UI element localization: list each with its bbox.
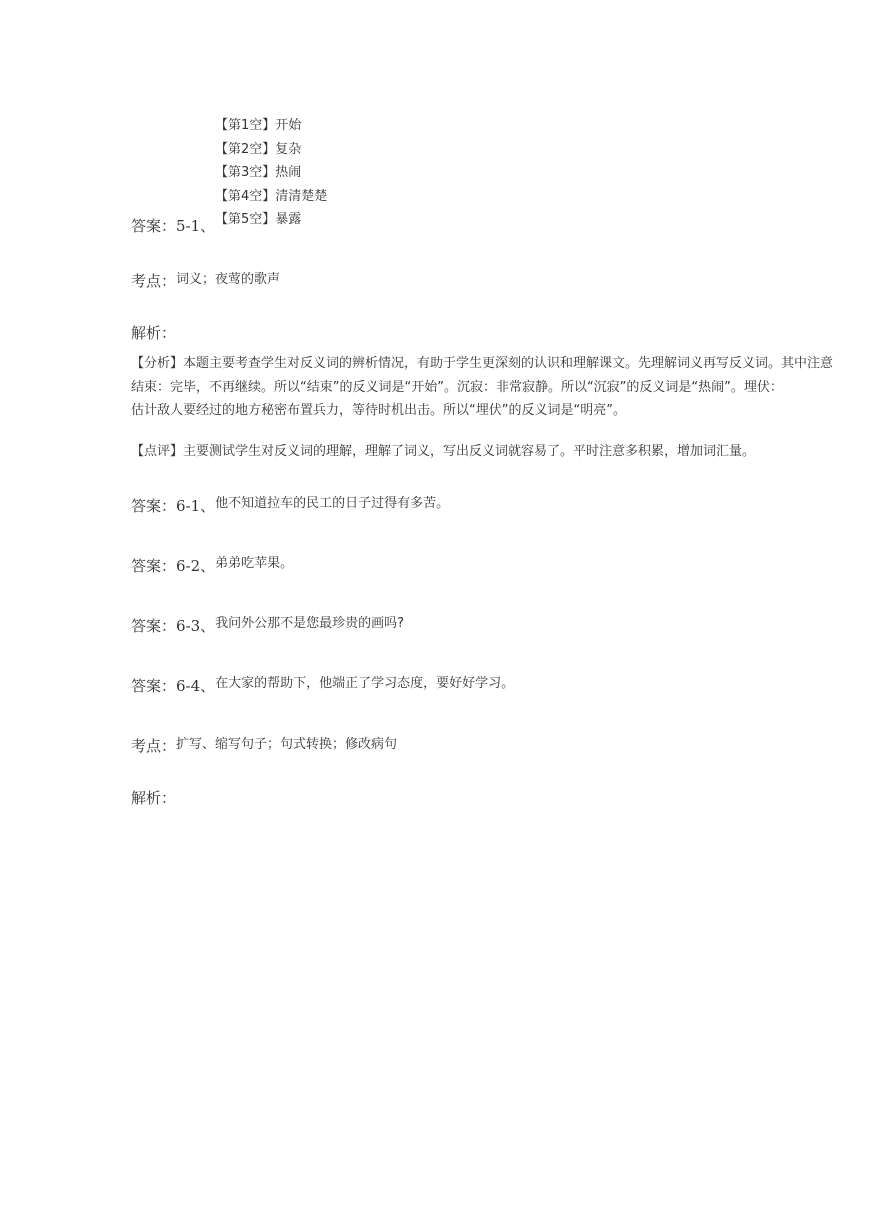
kaodian-value: 词义；夜莺的歌声 bbox=[176, 272, 281, 287]
answer-value: 弟弟吃苹果。 bbox=[215, 556, 294, 571]
jiexi-1-label: 解析： bbox=[131, 324, 177, 342]
blank-item: 【第1空】开始 bbox=[215, 118, 302, 133]
analysis-line: 【分析】本题主要考查学生对反义词的辨析情况，有助于学生更深刻的认识和理解课文。先理解词义再写反义词。其中注意 bbox=[131, 356, 834, 371]
answer-6-3 bbox=[131, 615, 404, 636]
answer-6-2 bbox=[131, 555, 293, 576]
answer-label: 答案：6-1、 bbox=[131, 497, 216, 515]
answer-5-1-label: 答案：5-1、 bbox=[131, 217, 216, 235]
blank-item: 【第3空】热闹 bbox=[215, 165, 302, 180]
kaodian-1 bbox=[131, 270, 280, 291]
answer-6-1 bbox=[131, 495, 449, 516]
blank-item: 【第5空】暴露 bbox=[215, 212, 302, 227]
answer-value: 在大家的帮助下，他端正了学习态度，要好好学习。 bbox=[215, 676, 515, 691]
blank-item: 【第2空】复杂 bbox=[215, 141, 302, 157]
kaodian-value: 扩写、缩写句子；句式转换；修改病句 bbox=[176, 737, 398, 752]
kaodian-label: 考点： bbox=[131, 737, 177, 755]
kaodian-label: 考点： bbox=[131, 272, 177, 290]
blank-item: 【第4空】清清楚楚 bbox=[215, 188, 328, 204]
answer-label: 答案：6-2、 bbox=[131, 557, 216, 575]
analysis-line: 结束：完毕，不再继续。所以“结束”的反义词是“开始”。沉寂：非常寂静。所以“沉寂”的反义词是“热闹”。埋伏： bbox=[131, 379, 783, 395]
jiexi-1-comment: 【点评】主要测试学生对反义词的理解，理解了词义，写出反义词就容易了。平时注意多积累，增加词汇量。 bbox=[131, 444, 756, 459]
answer-label: 答案：6-3、 bbox=[131, 617, 216, 635]
answer-value: 我问外公那不是您最珍贵的画吗? bbox=[215, 616, 405, 631]
answer-5-1-blanks bbox=[215, 114, 327, 232]
analysis-line: 估计敌人要经过的地方秘密布置兵力，等待时机出击。所以“埋伏”的反义词是“明亮”。 bbox=[131, 403, 626, 418]
answer-6-4 bbox=[131, 675, 514, 696]
answer-label: 答案：6-4、 bbox=[131, 677, 216, 695]
answer-value: 他不知道拉车的民工的日子过得有多苦。 bbox=[215, 496, 450, 511]
kaodian-2 bbox=[131, 735, 397, 756]
jiexi-2-label: 解析： bbox=[131, 789, 177, 807]
jiexi-1-analysis bbox=[131, 352, 869, 423]
